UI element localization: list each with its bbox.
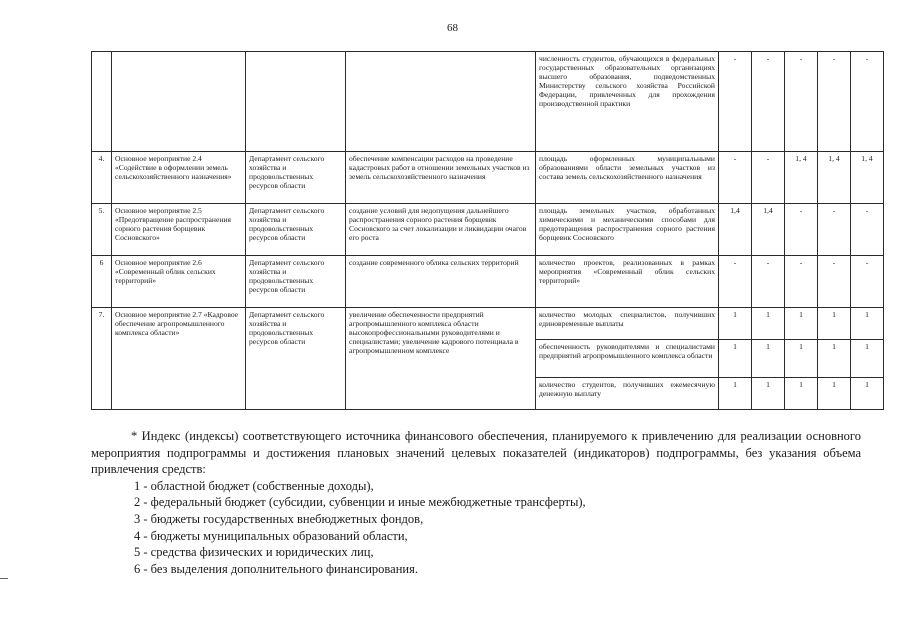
table-row: [92, 152, 884, 204]
indicator-value: -: [818, 204, 851, 256]
indicator-text: численность студентов, обучающихся в федеральных государственных образовательных организациях высшего образования, подведомственных Министерству сельского хозяйства Российской Федерации, привлеченных для прохождения производственной практики: [536, 52, 719, 152]
indicator-value: 1: [818, 340, 851, 378]
event-name: Основное мероприятие 2.4 «Содействие в оформлении земель сельскохозяйственного назначения»: [112, 152, 246, 204]
indicator-value: -: [785, 256, 818, 308]
footnote-item: 3 - бюджеты государственных внебюджетных фондов,: [134, 511, 424, 526]
indicator-value: 1: [818, 378, 851, 410]
indicator-text: количество молодых специалистов, получивших единовременные выплаты: [536, 308, 719, 340]
indicator-value: -: [818, 52, 851, 152]
row-number: 6: [92, 256, 112, 308]
event-name: Основное мероприятие 2.5 «Предотвращение распространения сорного растения борщевик Сосновского»: [112, 204, 246, 256]
indicator-value: -: [752, 152, 785, 204]
indicator-value: 1: [719, 308, 752, 340]
event-name: [112, 52, 246, 152]
footnote-item: 1 - областной бюджет (собственные доходы),: [134, 478, 374, 493]
indicator-value: -: [719, 152, 752, 204]
indicator-value: 1, 4: [785, 152, 818, 204]
executor: Департамент сельского хозяйства и продовольственных ресурсов области: [246, 204, 346, 256]
indicator-value: 1: [719, 340, 752, 378]
indicator-text: обеспеченность руководителями и специалистами предприятий агропромышленного комплекса области: [536, 340, 719, 378]
indicator-value: -: [752, 256, 785, 308]
executor: Департамент сельского хозяйства и продовольственных ресурсов области: [246, 152, 346, 204]
indicator-value: -: [785, 204, 818, 256]
indicator-value: 1: [752, 308, 785, 340]
indicator-value: 1: [851, 378, 884, 410]
indicator-value: -: [851, 52, 884, 152]
indicator-value: -: [851, 204, 884, 256]
executor: [246, 52, 346, 152]
table-row: [92, 204, 884, 256]
footnote-intro: * Индекс (индексы) соответствующего источника финансового обеспечения, планируемого к привлечению для реализации основного мероприятия подпрограммы и достижения плановых значений целевых показателей (индикаторов) подпрограммы, без указания объема привлечения средств:: [91, 429, 861, 477]
indicator-value: 1, 4: [851, 152, 884, 204]
indicator-value: 1, 4: [818, 152, 851, 204]
indicator-text: количество проектов, реализованных в рамках мероприятия «Современный облик сельских территорий»: [536, 256, 719, 308]
row-number: 5.: [92, 204, 112, 256]
expected-result: создание современного облика сельских территорий: [346, 256, 536, 308]
footnote-item: 6 - без выделения дополнительного финансирования.: [134, 561, 418, 576]
expected-result: обеспечение компенсации расходов на проведение кадастровых работ в отношении земельных участков из земель сельскохозяйственного назначения: [346, 152, 536, 204]
table-row: [92, 256, 884, 308]
indicator-value: 1: [818, 308, 851, 340]
footnote-item: 4 - бюджеты муниципальных образований области,: [134, 528, 408, 543]
indicator-value: -: [851, 256, 884, 308]
indicator-value: 1: [785, 340, 818, 378]
footnote-item: 2 - федеральный бюджет (субсидии, субвенции и иные межбюджетные трансферты),: [134, 495, 586, 510]
footnote-item: 5 - средства физических и юридических лиц,: [134, 545, 374, 560]
indicator-value: -: [752, 52, 785, 152]
event-name: Основное мероприятие 2.7 «Кадровое обеспечение агропромышленного комплекса области»: [112, 308, 246, 410]
subprogram-events-table: [91, 51, 884, 410]
row-number: 4.: [92, 152, 112, 204]
indicator-value: 1: [851, 340, 884, 378]
indicator-value: 1: [719, 378, 752, 410]
expected-result: создание условий для недопущения дальнейшего распространения сорного растения борщевик Сосновского за счет локализации и ликвидации очагов его роста: [346, 204, 536, 256]
executor: Департамент сельского хозяйства и продовольственных ресурсов области: [246, 256, 346, 308]
indicator-value: 1: [752, 378, 785, 410]
row-number: [92, 52, 112, 152]
indicator-value: -: [785, 52, 818, 152]
expected-result: увеличение обеспеченности предприятий агропромышленного комплекса области высокопрофессиональными руководителями и специалистами; увеличение кадрового потенциала в агропромышленном комплексе: [346, 308, 536, 410]
indicator-value: -: [719, 256, 752, 308]
table-row: [92, 52, 884, 152]
table-row: [92, 308, 884, 340]
expected-result: [346, 52, 536, 152]
indicator-value: 1,4: [752, 204, 785, 256]
event-name: Основное мероприятие 2.6 «Современный облик сельских территорий»: [112, 256, 246, 308]
indicator-text: площадь земельных участков, обработанных химическими и механическими способами для предотвращения распространения сорного растения борщевик Сосновского: [536, 204, 719, 256]
indicator-text: площадь оформленных муниципальными образованиями области земельных участков из состава земель сельскохозяйственного назначения: [536, 152, 719, 204]
indicator-text: количество студентов, получивших ежемесячную денежную выплату: [536, 378, 719, 410]
page-number: 68: [447, 22, 458, 34]
row-number: 7.: [92, 308, 112, 410]
indicator-value: 1,4: [719, 204, 752, 256]
funding-source-footnote: [91, 428, 861, 577]
indicator-value: 1: [785, 308, 818, 340]
indicator-value: -: [818, 256, 851, 308]
executor: Департамент сельского хозяйства и продовольственных ресурсов области: [246, 308, 346, 410]
indicator-value: 1: [785, 378, 818, 410]
indicator-value: 1: [752, 340, 785, 378]
indicator-value: -: [719, 52, 752, 152]
indicator-value: 1: [851, 308, 884, 340]
scan-edge-mark: [0, 578, 8, 579]
